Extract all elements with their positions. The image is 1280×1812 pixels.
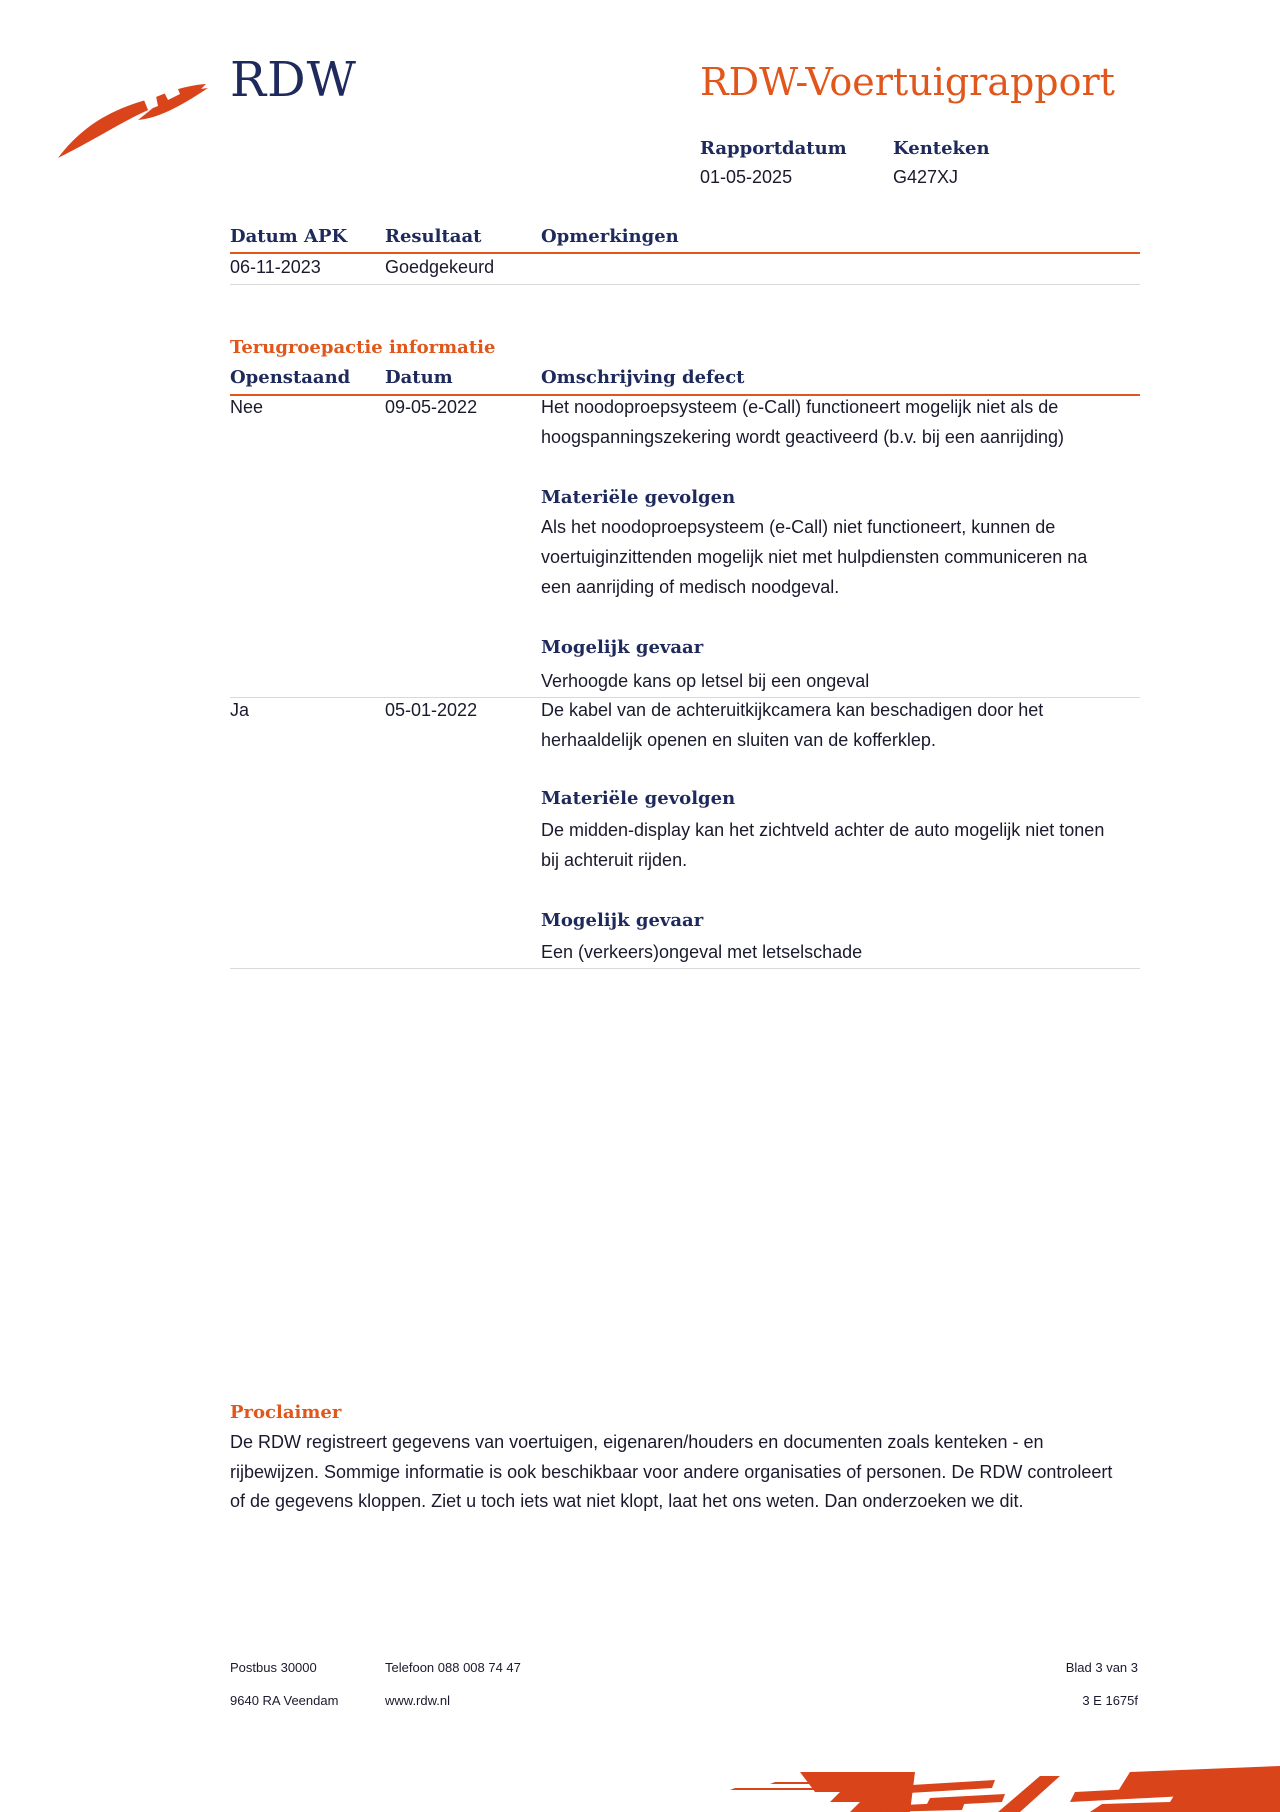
recall-gevaar-label: Mogelijk gevaar — [541, 910, 704, 931]
kenteken-label: Kenteken — [893, 138, 990, 159]
rapportdatum-value: 01-05-2025 — [700, 167, 793, 187]
proclaimer-text: De RDW registreert gegevens van voertuigen, eigenaren/houders en documenten zoals kenteken - en rijbewijzen. Sommige informatie is ook beschikbaar voor andere organisaties of personen. De RDW controleert of de gegevens kloppen. Ziet u toch iets wat niet klopt, laat het ons weten. Dan onderzoeken we dit. — [230, 1432, 1113, 1511]
logo-text: RDW — [230, 52, 357, 108]
recall-openstaand: Ja — [230, 700, 250, 720]
rapportdatum-label: Rapportdatum — [700, 138, 847, 159]
apk-cell-resultaat: Goedgekeurd — [385, 257, 495, 277]
apk-cell-datum: 06-11-2023 — [230, 257, 321, 277]
footer-page-number: Blad 3 van 3 — [1065, 1660, 1138, 1675]
recall-gevolgen-text: Als het noodoproepsysteem (e-Call) niet functioneert, kunnen de voertuiginzittenden mogelijk niet met hulpdiensten communiceren na een aanrijding of medisch noodgeval. — [541, 517, 1088, 597]
footer-code: 3 E 1675f — [1082, 1693, 1138, 1708]
apk-row-rule — [230, 284, 1140, 285]
recall-gevolgen-label: Materiële gevolgen — [541, 487, 736, 508]
recall-gevolgen-label: Materiële gevolgen — [541, 788, 736, 809]
recall-header-datum: Datum — [385, 367, 453, 388]
apk-header-datum: Datum APK — [230, 226, 348, 247]
footer-telefoon: Telefoon 088 008 74 47 — [385, 1660, 521, 1675]
apk-header-resultaat: Resultaat — [385, 226, 482, 247]
recall-gevaar-label: Mogelijk gevaar — [541, 637, 704, 658]
recall-gevaar-text: Verhoogde kans op letsel bij een ongeval — [541, 671, 870, 691]
recall-header-omschrijving: Omschrijving defect — [541, 367, 745, 388]
recall-datum: 09-05-2022 — [385, 397, 478, 417]
recall-openstaand: Nee — [230, 397, 264, 417]
recall-defect-text: Het noodoproepsysteem (e-Call) functioneert mogelijk niet als de hoogspanningszekering wordt geactiveerd (b.v. bij een aanrijding) — [541, 397, 1064, 447]
recall-section-title: Terugroepactie informatie — [230, 337, 496, 358]
apk-header-rule — [230, 252, 1140, 254]
footer-website[interactable]: www.rdw.nl — [385, 1693, 451, 1708]
footer-city: 9640 RA Veendam — [230, 1693, 339, 1708]
footer-postbus: Postbus 30000 — [230, 1660, 317, 1675]
recall-row-rule — [230, 968, 1140, 969]
recall-defect-text: De kabel van de achteruitkijkcamera kan beschadigen door het herhaaldelijk openen en sluiten van de kofferklep. — [541, 700, 1044, 750]
page-title: RDW-Voertuigrapport — [700, 60, 1115, 104]
decorative-stripes-icon — [730, 1762, 1280, 1812]
kenteken-value: G427XJ — [893, 167, 959, 187]
proclaimer-title: Proclaimer — [230, 1402, 342, 1423]
rdw-logo-icon — [58, 78, 208, 160]
recall-gevolgen-text: De midden-display kan het zichtveld achter de auto mogelijk niet tonen bij achteruit rijden. — [541, 820, 1105, 870]
recall-gevaar-text: Een (verkeers)ongeval met letselschade — [541, 942, 863, 962]
recall-datum: 05-01-2022 — [385, 700, 478, 720]
recall-header-openstaand: Openstaand — [230, 367, 351, 388]
apk-header-opmerkingen: Opmerkingen — [541, 226, 679, 247]
